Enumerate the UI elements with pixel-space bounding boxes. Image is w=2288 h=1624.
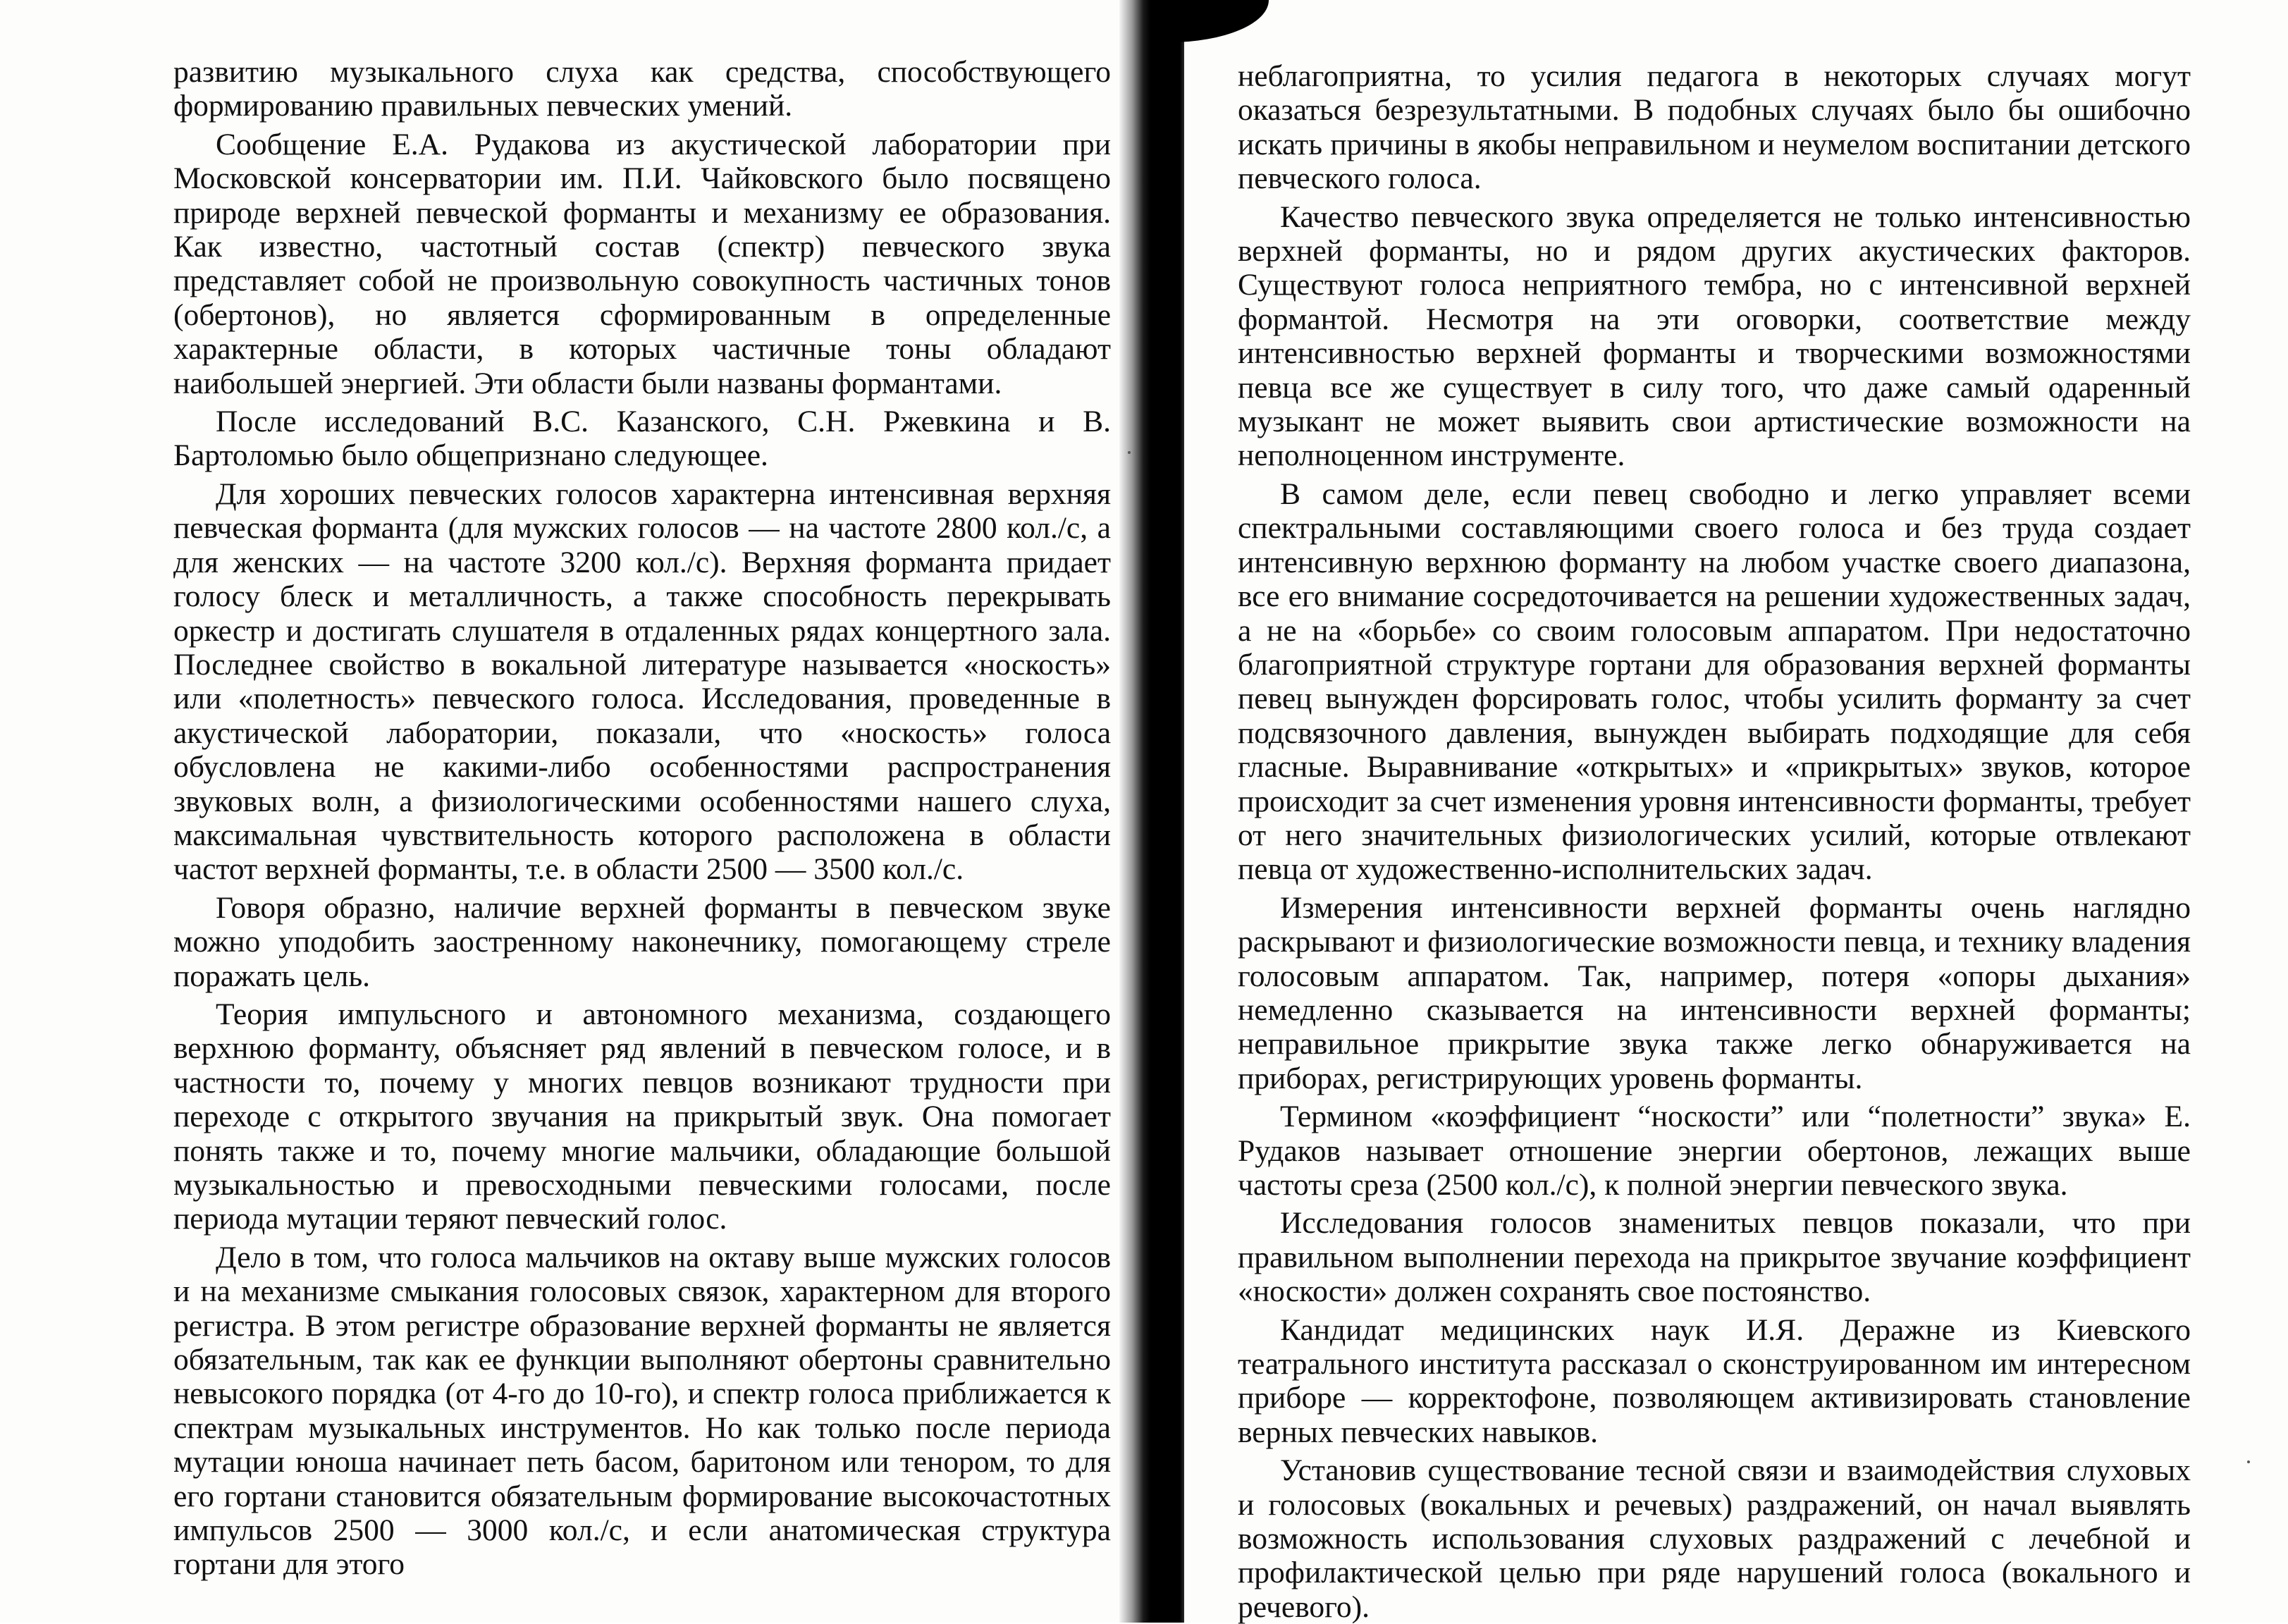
left-text-column xyxy=(173,55,1111,1582)
scan-speck xyxy=(2247,1460,2250,1463)
paragraph: Теория импульсного и автономного механизма, создающего верхнюю форманту, объясняет ряд явлений в певческом голосе, и в частности то, почему у многих певцов возникают трудности при переходе с открытого звучания на прикрытый звук. Она помогает понять также и то, почему многие мальчики, обладающие большой музыкальностью и превосходными певческими голосами, после периода мутации теряют певческий голос. xyxy=(173,997,1111,1236)
paragraph: В самом деле, если певец свободно и легко управляет всеми спектральными составляющими своего голоса и без труда создает интенсивную верхнюю форманту на любом участке своего диапазона, все его внимание сосредоточивается на решении художественных задач, а не на «борьбе» со своим голосовым аппаратом. При недостаточно благоприятной структуре гортани для образования верхней форманты певец вынужден форсировать голос, чтобы усилить форманту за счет подсвязочного давления, вынужден выбирать подходящие для себя гласные. Выравнивание «открытых» и «прикрытых» звуков, которое происходит за счет изменения уровня интенсивности форманты, требует от него значительных физиологических усилий, которые отвлекают певца от художественно-исполнительских задач. xyxy=(1238,476,2191,887)
scan-speck xyxy=(1128,451,1131,454)
left-page xyxy=(0,0,1140,1623)
paragraph: Говоря образно, наличие верхней форманты в певческом звуке можно уподобить заостренному наконечнику, помогающему стреле поражать цель. xyxy=(173,890,1111,993)
book-gutter-shadow xyxy=(1119,0,1184,1623)
paragraph: Дело в том, что голоса мальчиков на октаву выше мужских голосов и на механизме смыкания голосовых связок, характерном для второго регистра. В этом регистре образование верхней форманты не является обязательным, так как ее функции выполняют обертоны сравнительно невысокого порядка (от 4-го до 10-го), и спектр голоса приближается к спектрам музыкальных инструментов. Но как только после периода мутации юноша начинает петь басом, баритоном или тенором, то для его гортани становится обязательным формирование высокочастотных импульсов 2500 — 3000 кол./с, и если анатомическая структура гортани для этого xyxy=(173,1240,1111,1582)
paragraph: Для хороших певческих голосов характерна интенсивная верхняя певческая форманта (для мужских голосов — на частоте 2800 кол./с, а для женских — на частоте 3200 кол./с). Верхняя форманта придает голосу блеск и металличность, а также способность перекрывать оркестр и достигать слушателя в отдаленных рядах концертного зала. Последнее свойство в вокальной литературе называется «носкость» или «полетность» певческого голоса. Исследования, проведенные в акустической лаборатории, показали, что «носкость» голоса обусловлена не какими-либо особенностями распространения звуковых волн, а физиологическими особенностями нашего слуха, максимальная чувствительность которого расположена в области частот верхней форманты, т.е. в области 2500 — 3500 кол./с. xyxy=(173,476,1111,887)
paragraph: Исследования голосов знаменитых певцов показали, что при правильном выполнении перехода на прикрытое звучание коэффициент «носкости» должен сохранять свое постоянство. xyxy=(1238,1206,2191,1309)
paragraph: Термином «коэффициент “носкости” или “полетности” звука» Е. Рудаков называет отношение энергии обертонов, лежащих выше частоты среза (2500 кол./с), к полной энергии певческого звука. xyxy=(1238,1100,2191,1202)
paragraph: Измерения интенсивности верхней форманты очень наглядно раскрывают и физиологические возможности певца, и технику владения голосовым аппаратом. Так, например, потеря «опоры дыхания» немедленно сказывается на интенсивности верхней форманты; неправильное прикрытие звука также легко обнаруживается на приборах, регистрирующих уровень форманты. xyxy=(1238,890,2191,1095)
paragraph: развитию музыкального слуха как средства, способствующего формированию правильных певческих умений. xyxy=(173,55,1111,123)
paragraph: Установив существование тесной связи и взаимодействия слуховых и голосовых (вокальных и речевых) раздражений, он начал выявлять возможность использования слуховых раздражений с лечебной и профилактической целью при ряде нарушений голоса (вокального и речевого). xyxy=(1238,1453,2191,1624)
paragraph: Качество певческого звука определяется не только интенсивностью верхней форманты, но и рядом других акустических факторов. Существуют голоса неприятного тембра, но с интенсивной верхней формантой. Несмотря на эти оговорки, соответствие между интенсивностью верхней форманты и творческими возможностями певца все же существует в силу того, что даже самый одаренный музыкант не может выявить свои артистические возможности на неполноценном инструменте. xyxy=(1238,199,2191,473)
paragraph: Кандидат медицинских наук И.Я. Деражне из Киевского театрального института рассказал о сконструированном им интересном приборе — корректофоне, позволяющем активизировать становление верных певческих навыков. xyxy=(1238,1312,2191,1449)
right-text-column xyxy=(1238,59,2191,1624)
paragraph: После исследований В.С. Казанского, С.Н. Ржевкина и В. Бартоломью было общепризнано следующее. xyxy=(173,405,1111,473)
paragraph: Сообщение Е.А. Рудакова из акустической лаборатории при Московской консерватории им. П.И. Чайковского было посвящено природе верхней певческой форманты и механизму ее образования. Как известно, частотный состав (спектр) певческого звука представляет собой не произвольную совокупность частичных тонов (обертонов), но является сформированным в определенные характерные области, в которых частичные тоны обладают наибольшей энергией. Эти области были названы формантами. xyxy=(173,127,1111,400)
paragraph: неблагоприятна, то усилия педагога в некоторых случаях могут оказаться безрезультатными. В подобных случаях было бы ошибочно искать причины в якобы неправильном и неумелом воспитании детского певческого голоса. xyxy=(1238,59,2191,196)
